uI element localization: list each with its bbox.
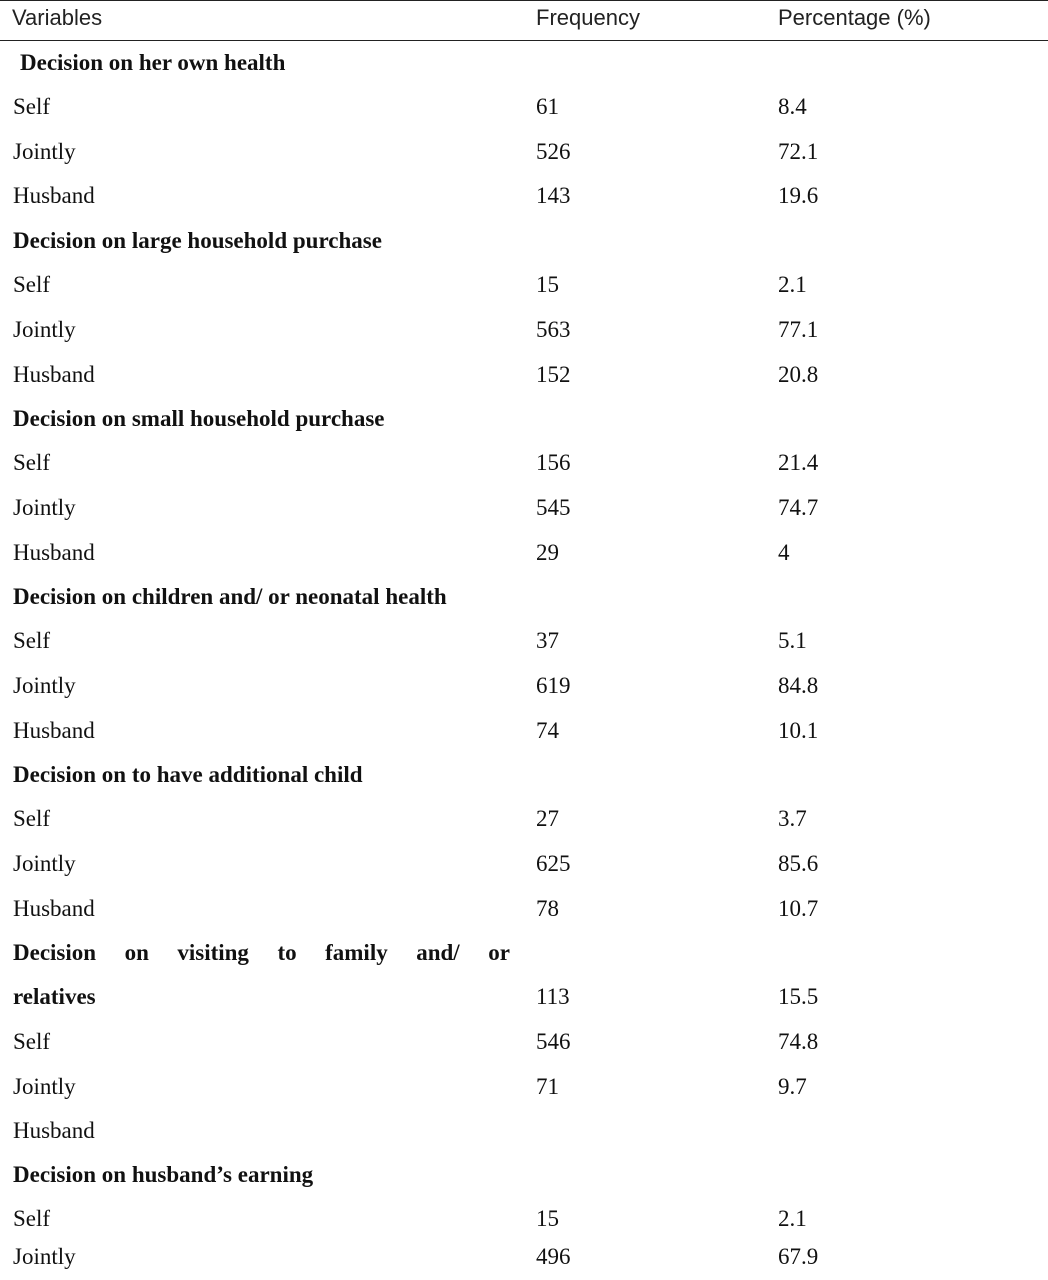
row-frequency: 15 — [536, 272, 559, 297]
table-row — [0, 131, 1048, 175]
title-word: and/ — [416, 940, 460, 965]
row-label: Self — [13, 94, 51, 119]
section-title: Decision on husband’s earning — [13, 1162, 314, 1187]
row-label: Jointly — [13, 851, 76, 876]
table-row — [0, 1066, 1048, 1110]
row-label: Jointly — [13, 139, 76, 164]
row-frequency: 61 — [536, 94, 559, 119]
section-small-purchase — [0, 398, 1048, 442]
section-husband-earning — [0, 1154, 1048, 1198]
table-row — [0, 1236, 1048, 1280]
row-label: Self — [13, 806, 51, 831]
header-percentage: Percentage (%) — [778, 5, 931, 30]
row-percentage: 67.9 — [778, 1244, 819, 1269]
table-row — [0, 620, 1048, 664]
row-frequency: 625 — [536, 851, 571, 876]
row-percentage: 9.7 — [778, 1074, 807, 1099]
row-frequency: 29 — [536, 540, 559, 565]
row-frequency: 71 — [536, 1074, 559, 1099]
row-frequency: 37 — [536, 628, 559, 653]
row-frequency: 156 — [536, 450, 571, 475]
section-own-health — [0, 42, 1048, 86]
row-percentage: 10.1 — [778, 718, 819, 743]
section-large-purchase — [0, 220, 1048, 264]
table-row — [0, 442, 1048, 486]
section-additional-child — [0, 754, 1048, 798]
row-frequency: 78 — [536, 896, 559, 921]
table-row — [0, 888, 1048, 932]
section-title-continued: relatives — [13, 984, 96, 1009]
table-row — [0, 798, 1048, 842]
row-label: Husband — [13, 183, 95, 208]
row-label: Husband — [13, 896, 95, 921]
section-children-health — [0, 576, 1048, 620]
row-percentage: 8.4 — [778, 94, 807, 119]
header-variables: Variables — [12, 5, 103, 30]
table-row — [0, 487, 1048, 531]
row-label: Husband — [13, 718, 95, 743]
section-visiting-family — [0, 932, 1048, 976]
row-percentage: 74.8 — [778, 1029, 819, 1054]
row-frequency: 15 — [536, 1206, 559, 1231]
row-frequency: 113 — [536, 984, 570, 1009]
row-frequency: 546 — [536, 1029, 571, 1054]
section-title — [13, 938, 510, 968]
section-title: Decision on to have additional child — [13, 762, 363, 787]
row-label: Self — [13, 272, 51, 297]
row-label: Jointly — [13, 317, 76, 342]
table-row — [0, 843, 1048, 887]
table-row — [0, 1021, 1048, 1065]
table-row — [0, 175, 1048, 219]
row-percentage: 20.8 — [778, 362, 819, 387]
row-frequency: 496 — [536, 1244, 571, 1269]
header-frequency: Frequency — [536, 5, 640, 30]
table-row — [0, 86, 1048, 130]
row-label: Jointly — [13, 1074, 76, 1099]
row-label: Jointly — [13, 673, 76, 698]
row-percentage: 5.1 — [778, 628, 807, 653]
row-percentage: 15.5 — [778, 984, 819, 1009]
row-label: Jointly — [13, 495, 76, 520]
row-percentage: 21.4 — [778, 450, 819, 475]
table-row — [0, 532, 1048, 576]
table-row — [0, 1110, 1048, 1154]
row-frequency: 563 — [536, 317, 571, 342]
table-row — [0, 309, 1048, 353]
table-row — [0, 354, 1048, 398]
row-frequency: 74 — [536, 718, 559, 743]
row-label: Self — [13, 1029, 51, 1054]
section-title: Decision on small household purchase — [13, 406, 385, 431]
row-label: Husband — [13, 540, 95, 565]
title-word: or — [488, 940, 510, 965]
title-word: Decision — [13, 940, 97, 965]
row-percentage: 2.1 — [778, 1206, 807, 1231]
title-word: family — [325, 940, 388, 965]
row-frequency: 27 — [536, 806, 559, 831]
row-frequency: 143 — [536, 183, 571, 208]
table-row — [0, 710, 1048, 754]
row-percentage: 3.7 — [778, 806, 807, 831]
row-label: Self — [13, 628, 51, 653]
section-title: Decision on children and/ or neonatal health — [13, 584, 447, 609]
table-header-rule — [0, 40, 1048, 41]
table-header — [0, 0, 1048, 40]
row-label: Self — [13, 450, 51, 475]
row-label: Husband — [13, 1118, 95, 1143]
row-label: Husband — [13, 362, 95, 387]
table-row — [0, 264, 1048, 308]
section-title: Decision on her own health — [20, 50, 286, 75]
title-word: to — [277, 940, 297, 965]
row-percentage: 77.1 — [778, 317, 819, 342]
row-percentage: 2.1 — [778, 272, 807, 297]
section-title: Decision on large household purchase — [13, 228, 382, 253]
row-percentage: 19.6 — [778, 183, 819, 208]
row-frequency: 526 — [536, 139, 571, 164]
table-row — [0, 976, 1048, 1020]
row-percentage: 84.8 — [778, 673, 819, 698]
title-word: on — [124, 940, 149, 965]
table-row — [0, 665, 1048, 709]
row-frequency: 545 — [536, 495, 571, 520]
row-percentage: 10.7 — [778, 896, 819, 921]
row-percentage: 85.6 — [778, 851, 819, 876]
row-frequency: 152 — [536, 362, 571, 387]
row-percentage: 4 — [778, 540, 790, 565]
row-label: Self — [13, 1206, 51, 1231]
row-frequency: 619 — [536, 673, 571, 698]
title-word: visiting — [177, 940, 249, 965]
row-label: Jointly — [13, 1244, 76, 1269]
row-percentage: 72.1 — [778, 139, 819, 164]
row-percentage: 74.7 — [778, 495, 819, 520]
